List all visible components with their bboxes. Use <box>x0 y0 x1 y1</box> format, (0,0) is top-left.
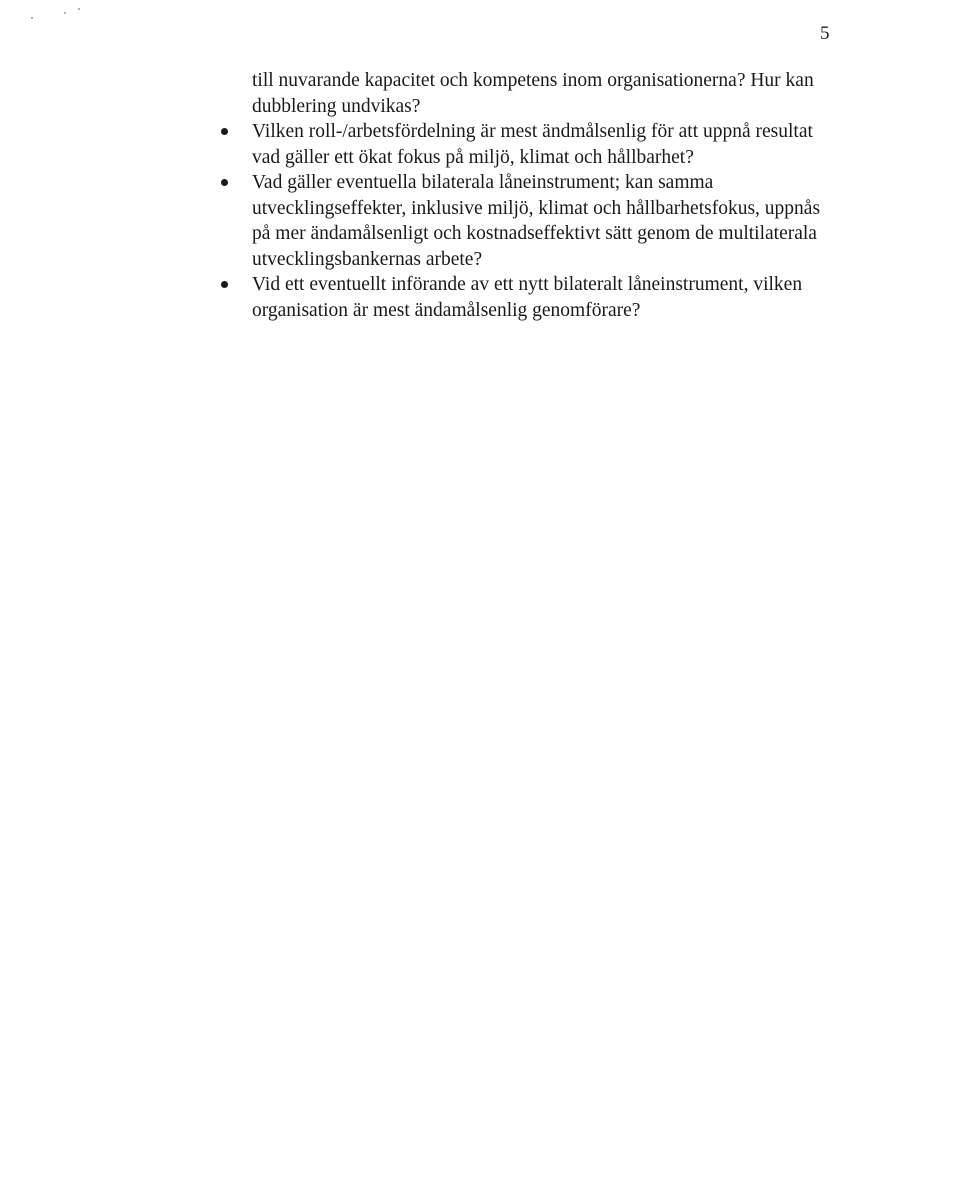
bullet-icon <box>221 128 228 135</box>
continuation-paragraph: till nuvarande kapacitet och kompetens inom organisationerna? Hur kan dubblering undvikas? <box>252 70 814 117</box>
document-body <box>252 68 832 323</box>
bullet-list <box>252 119 832 323</box>
bullet-text: Vilken roll-/arbetsfördelning är mest ändmålsenlig för att uppnå resultat vad gäller ett ökat fokus på miljö, klimat och hållbarhet? <box>252 121 813 168</box>
list-item <box>252 119 832 170</box>
bullet-text: Vad gäller eventuella bilaterala låneinstrument; kan samma utvecklingseffekter, inklusive miljö, klimat och hållbarhetsfokus, uppnås på mer ändamålsenligt och kostnadseffektivt sätt genom de multilaterala utvecklingsbankernas arbete? <box>252 172 821 270</box>
scan-speck <box>78 8 80 10</box>
scan-speck <box>31 17 33 19</box>
list-item <box>252 170 832 272</box>
scan-speck <box>64 12 66 14</box>
list-item <box>252 272 832 323</box>
page-number: 5 <box>820 23 830 44</box>
bullet-icon <box>221 179 228 186</box>
bullet-icon <box>221 281 228 288</box>
bullet-text: Vid ett eventuellt införande av ett nytt bilateralt låneinstrument, vilken organisation är mest ändamålsenlig genomförare? <box>252 274 803 321</box>
